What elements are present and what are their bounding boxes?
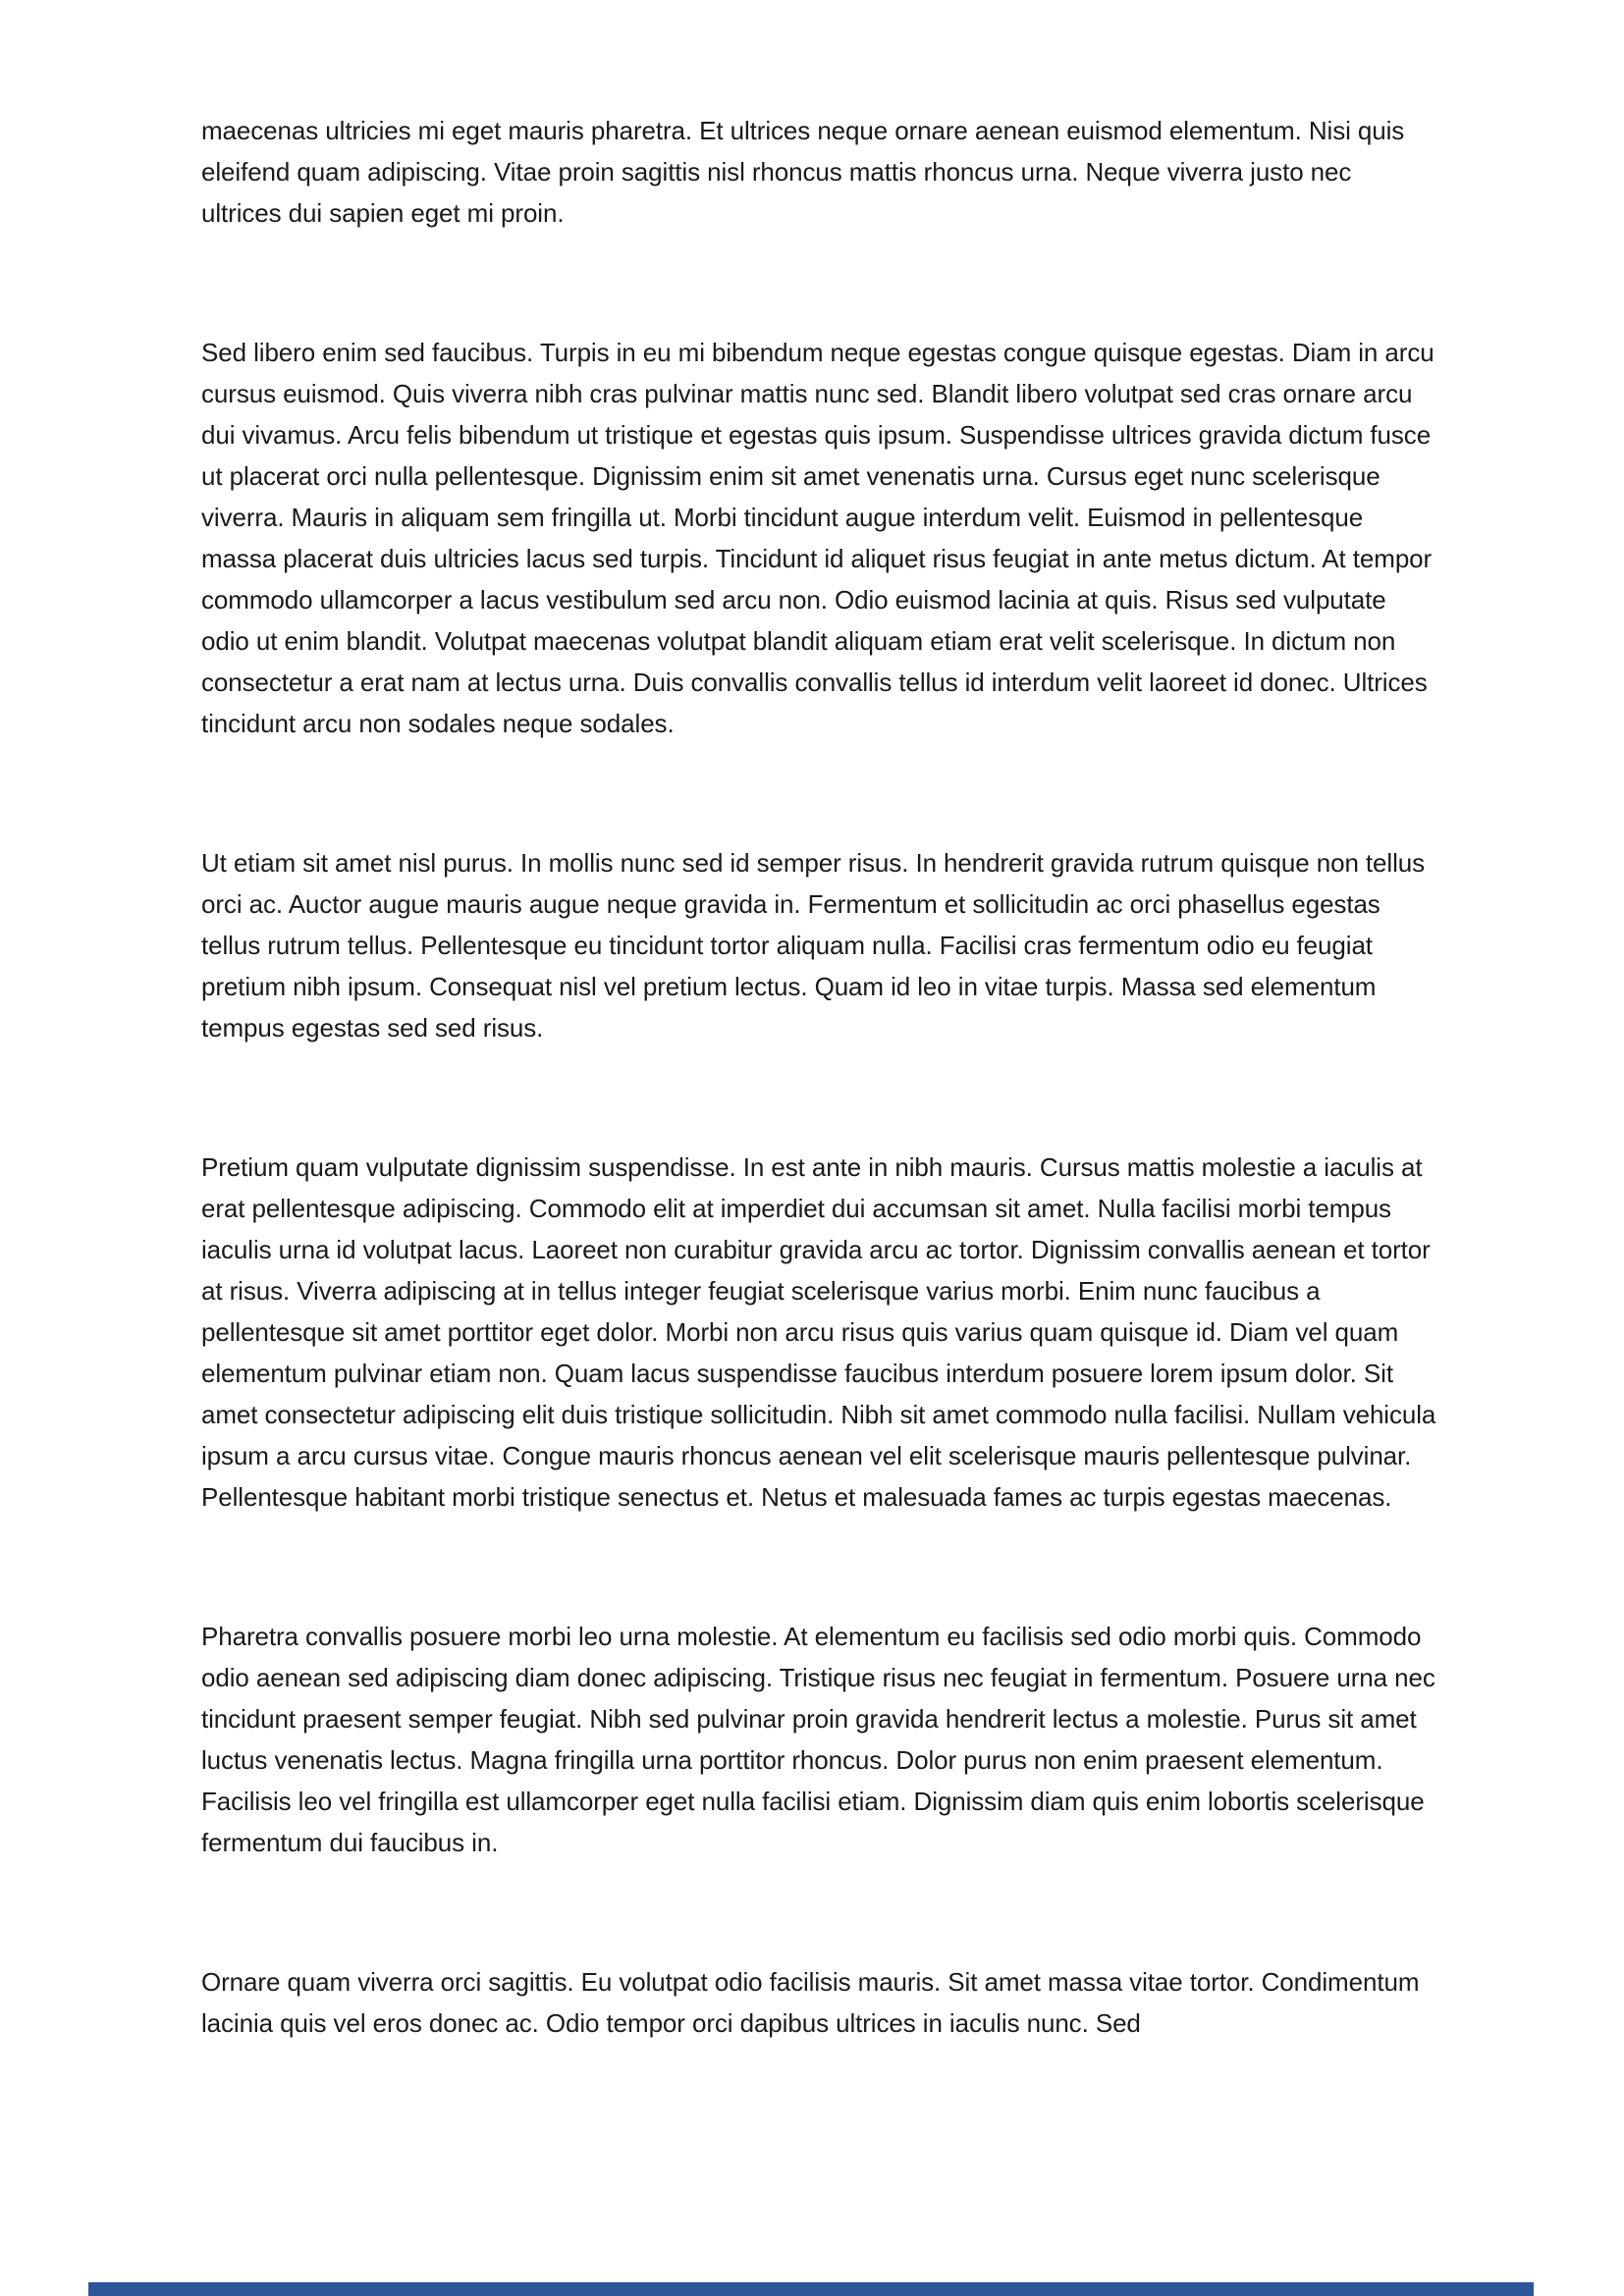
paragraph: Pretium quam vulputate dignissim suspendisse. In est ante in nibh mauris. Cursus mattis molestie a iaculis at erat pellentesque adipiscing. Commodo elit at imperdiet dui accumsan sit amet. Nulla facilisi morbi tempus iaculis urna id volutpat lacus. Laoreet non curabitur gravida arcu ac tortor. Dignissim convallis aenean et tortor at risus. Viverra adipiscing at in tellus integer feugiat scelerisque varius morbi. Enim nunc faucibus a pellentesque sit amet porttitor eget dolor. Morbi non arcu risus quis varius quam quisque id. Diam vel quam elementum pulvinar etiam non. Quam lacus suspendisse faucibus interdum posuere lorem ipsum dolor. Sit amet consectetur adipiscing elit duis tristique sollicitudin. Nibh sit amet commodo nulla facilisi. Nullam vehicula ipsum a arcu cursus vitae. Congue mauris rhoncus aenean vel elit scelerisque mauris pellentesque pulvinar. Pellentesque habitant morbi tristique senectus et. Netus et malesuada fames ac turpis egestas maecenas.	[201, 1152, 1436, 1512]
document-text-block	[201, 110, 1436, 2142]
paragraph: Ornare quam viverra orci sagittis. Eu volutpat odio facilisis mauris. Sit amet massa vitae tortor. Condimentum lacinia quis vel eros donec ac. Odio tempor orci dapibus ultrices in iaculis nunc. Sed	[201, 1967, 1420, 2038]
paragraph: maecenas ultricies mi eget mauris pharetra. Et ultrices neque ornare aenean euismod elementum. Nisi quis eleifend quam adipiscing. Vitae proin sagittis nisl rhoncus mattis rhoncus urna. Neque viverra justo nec ultrices dui sapien eget mi proin.	[201, 116, 1405, 228]
paragraph: Pharetra convallis posuere morbi leo urna molestie. At elementum eu facilisis sed odio morbi quis. Commodo odio aenean sed adipiscing diam donec adipiscing. Tristique risus nec feugiat in fermentum. Posuere urna nec tincidunt praesent semper feugiat. Nibh sed pulvinar proin gravida hendrerit lectus a molestie. Purus sit amet luctus venenatis lectus. Magna fringilla urna porttitor rhoncus. Dolor purus non enim praesent elementum. Facilisis leo vel fringilla est ullamcorper eget nulla facilisi etiam. Dignissim diam quis enim lobortis scelerisque fermentum dui faucibus in.	[201, 1622, 1435, 1857]
status-bar	[88, 2282, 1534, 2296]
paragraph: Sed libero enim sed faucibus. Turpis in eu mi bibendum neque egestas congue quisque egestas. Diam in arcu cursus euismod. Quis viverra nibh cras pulvinar mattis nunc sed. Blandit libero volutpat sed cras ornare arcu dui vivamus. Arcu felis bibendum ut tristique et egestas quis ipsum. Suspendisse ultrices gravida dictum fusce ut placerat orci nulla pellentesque. Dignissim enim sit amet venenatis urna. Cursus eget nunc scelerisque viverra. Mauris in aliquam sem fringilla ut. Morbi tincidunt augue interdum velit. Euismod in pellentesque massa placerat duis ultricies lacus sed turpis. Tincidunt id aliquet risus feugiat in ante metus dictum. At tempor commodo ullamcorper a lacus vestibulum sed arcu non. Odio euismod lacinia at quis. Risus sed vulputate odio ut enim blandit. Volutpat maecenas volutpat blandit aliquam etiam erat velit scelerisque. In dictum non consectetur a erat nam at lectus urna. Duis convallis convallis tellus id interdum velit laoreet id donec. Ultrices tincidunt arcu non sodales neque sodales.	[201, 338, 1435, 738]
paragraph: Ut etiam sit amet nisl purus. In mollis nunc sed id semper risus. In hendrerit gravida rutrum quisque non tellus orci ac. Auctor augue mauris augue neque gravida in. Fermentum et sollicitudin ac orci phasellus egestas tellus rutrum tellus. Pellentesque eu tincidunt tortor aliquam nulla. Facilisi cras fermentum odio eu feugiat pretium nibh ipsum. Consequat nisl vel pretium lectus. Quam id leo in vitae turpis. Massa sed elementum tempus egestas sed sed risus.	[201, 848, 1426, 1042]
